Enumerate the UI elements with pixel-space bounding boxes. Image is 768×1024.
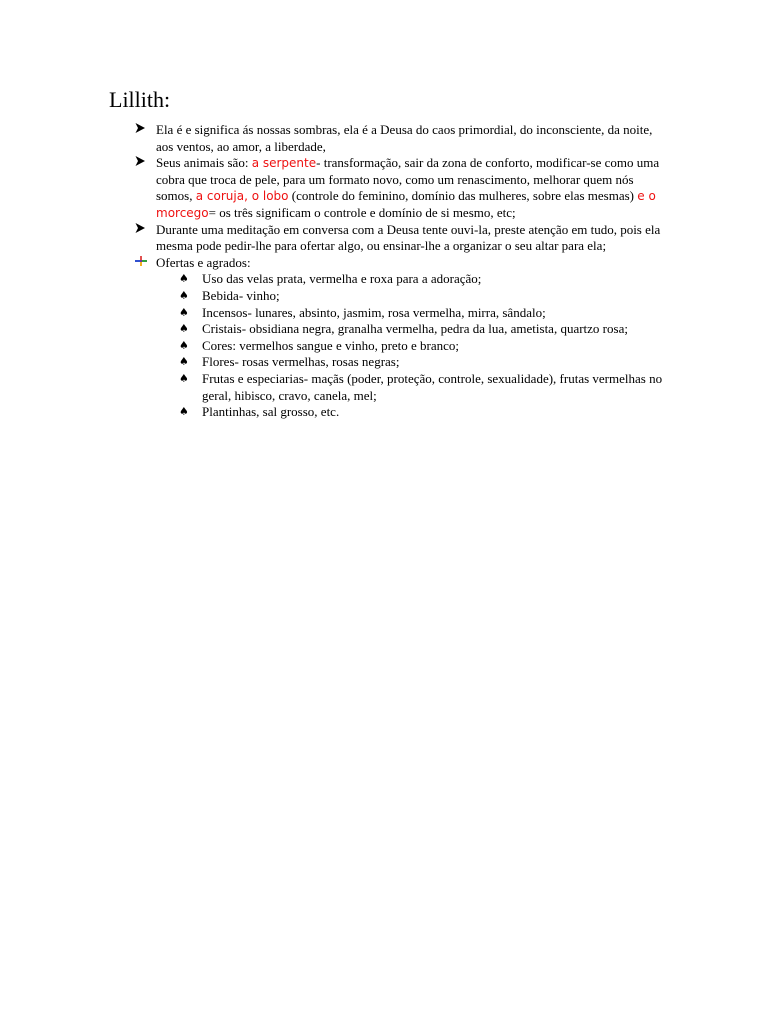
list-item	[133, 122, 663, 155]
list-item-text: Frutas e especiarias- maçãs (poder, proteção, controle, sexualidade), frutas vermelhas no geral, hibisco, cravo, canela, mel;	[202, 370, 663, 403]
list-item	[133, 305, 663, 322]
list-item-text: - transformação, sair da zona de conforto, modificar-se como uma cobra que troca de pele, para um formato novo, como um renascimento, melhorar quem nós somos,	[156, 155, 660, 204]
list-item	[133, 371, 663, 404]
list-item-text: Ela é e significa ás nossas sombras, ela é a Deusa do caos primordial, do inconsciente, da noite, aos ventos, ao amor, a liberdade,	[156, 122, 653, 154]
arrowhead-bullet-icon	[135, 222, 149, 238]
list-item-text: Uso das velas prata, vermelha e roxa para a adoração;	[202, 271, 482, 287]
spade-icon: ♠	[179, 272, 189, 286]
list-item-text: Cristais- obsidiana negra, granalha vermelha, pedra da lua, ametista, quartzo rosa;	[202, 321, 628, 337]
spade-icon: ♠	[179, 305, 189, 319]
list-item	[133, 404, 663, 421]
list-item	[133, 338, 663, 355]
list-item-text: (controle do feminino, domínio das mulheres, sobre elas mesmas)	[288, 188, 638, 204]
list-item	[133, 288, 663, 305]
page-title: Lillith:	[109, 87, 171, 112]
spade-icon: ♠	[179, 355, 189, 369]
spade-icon: ♠	[179, 405, 189, 419]
four-color-cross-icon	[135, 255, 149, 271]
offerings-list	[133, 271, 663, 420]
list-item-text: Durante uma meditação em conversa com a Deusa tente ouvi-la, preste atenção em tudo, pois ela mesma pode pedir-lhe para ofertar algo, ou ensinar-lhe a organizar o seu altar para ela;	[156, 221, 661, 254]
list-item	[133, 155, 663, 221]
offerings-heading	[133, 255, 663, 272]
document-body	[133, 122, 663, 421]
spade-icon: ♠	[179, 288, 189, 302]
list-item	[133, 271, 663, 288]
list-item-text: Seus animais são:	[156, 155, 252, 171]
list-item-text: Incensos- lunares, absinto, jasmim, rosa vermelha, mirra, sândalo;	[202, 304, 546, 320]
offerings-label: Ofertas e agrados:	[156, 254, 251, 270]
list-item	[133, 321, 663, 338]
spade-icon: ♠	[179, 338, 189, 352]
list-item-text: Bebida- vinho;	[202, 287, 280, 303]
list-item-text: Cores: vermelhos sangue e vinho, preto e branco;	[202, 337, 460, 353]
arrowhead-bullet-icon	[135, 122, 149, 138]
highlight-serpente: a serpente	[251, 156, 317, 171]
spade-icon: ♠	[179, 322, 189, 336]
highlight-morcego: e o morcego	[156, 189, 656, 220]
list-item-text: Flores- rosas vermelhas, rosas negras;	[202, 354, 400, 370]
list-item	[133, 222, 663, 255]
list-item	[133, 354, 663, 371]
spade-icon: ♠	[179, 371, 189, 385]
highlight-coruja-lobo: a coruja, o lobo	[195, 189, 289, 204]
arrowhead-bullet-icon	[135, 155, 149, 171]
list-item-text: Plantinhas, sal grosso, etc.	[202, 404, 340, 420]
list-item-text: = os três significam o controle e domínio de si mesmo, etc;	[208, 204, 516, 220]
